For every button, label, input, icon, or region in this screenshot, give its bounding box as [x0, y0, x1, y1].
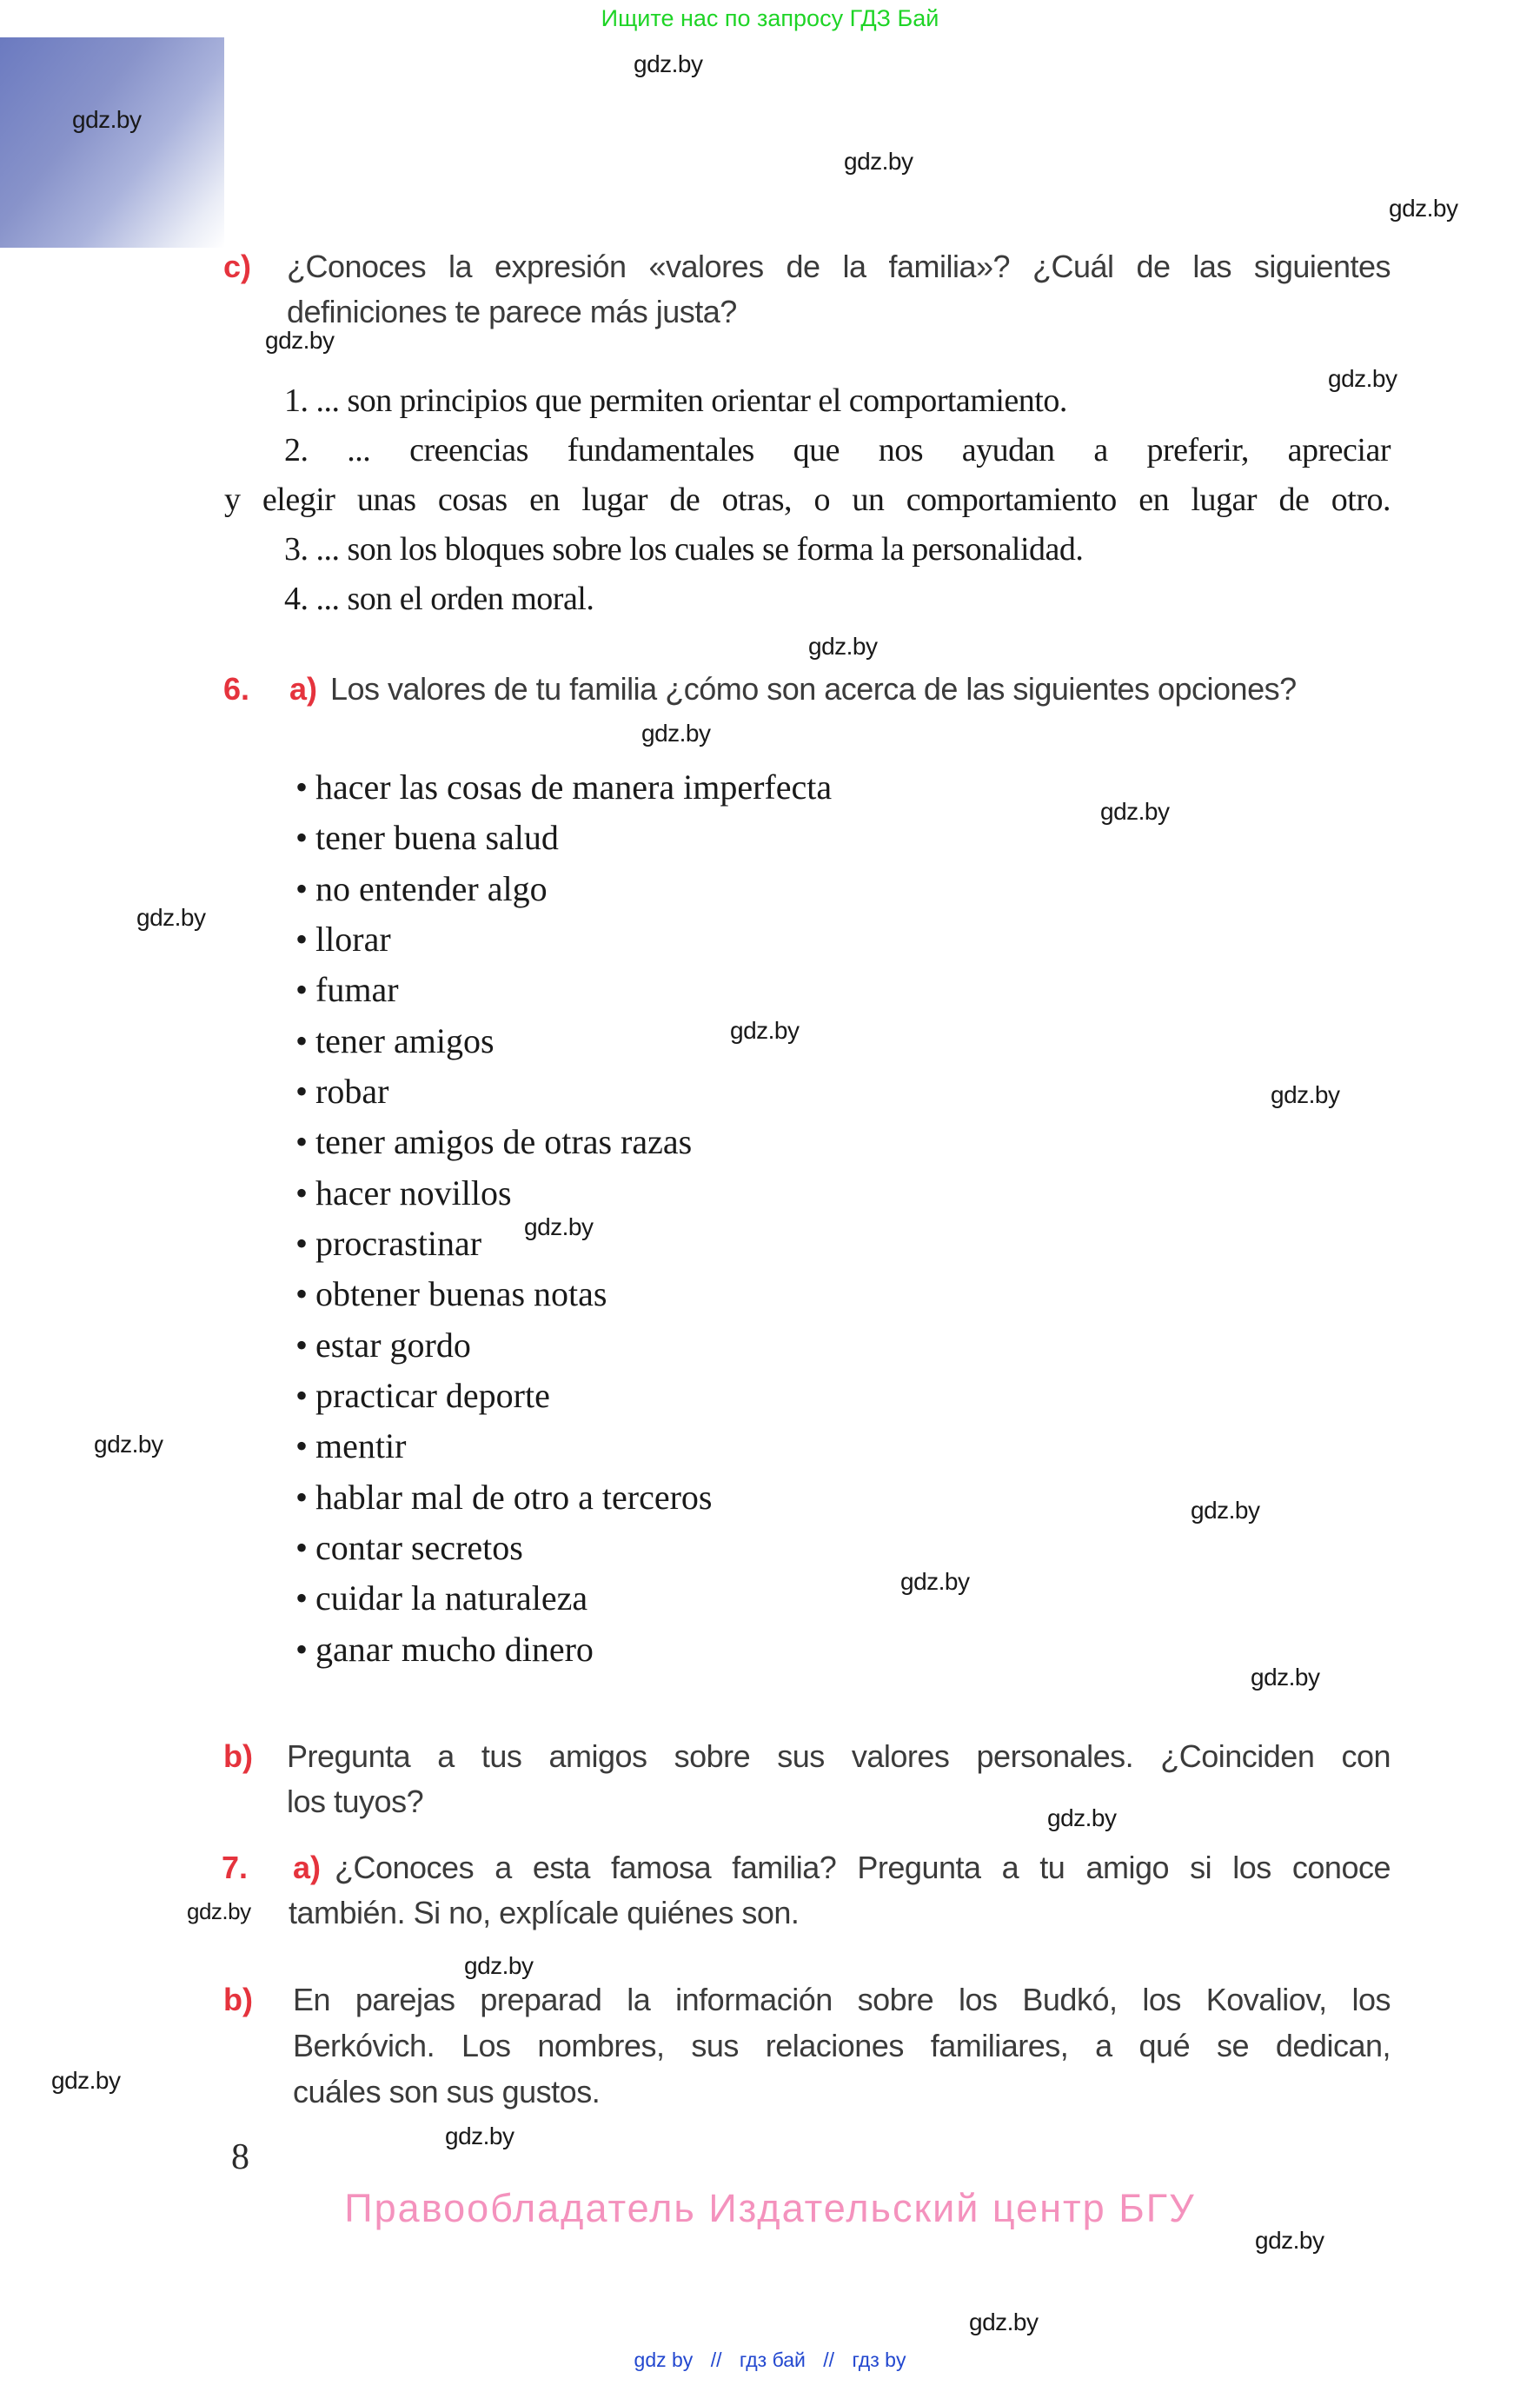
gdz-watermark: gdz.by — [1047, 1804, 1117, 1831]
bullet-item — [295, 920, 391, 959]
footer-link-gdz-by-2[interactable]: гдз by — [852, 2348, 906, 2371]
gdz-watermark: gdz.by — [524, 1213, 594, 1240]
definition-2-line2: y elegir unas cosas en lugar de otras, o un comportamiento en lugar de otro. — [224, 482, 1391, 518]
exercise-7b-line3: cuáles son sus gustos. — [293, 2074, 601, 2109]
bullet-text: tener amigos — [315, 1021, 495, 1060]
gdz-watermark: gdz.by — [1251, 1664, 1320, 1691]
gdz-watermark: gdz.by — [94, 1431, 163, 1458]
bullet-marker: • — [295, 970, 309, 1009]
bullet-item — [295, 1579, 587, 1618]
definition-3: 3. ... son los bloques sobre los cuales se forma la personalidad. — [284, 531, 1084, 568]
bullet-text: tener amigos de otras razas — [315, 1122, 693, 1161]
bullet-item — [295, 870, 548, 908]
bullet-marker: • — [295, 1528, 309, 1567]
gdz-watermark: gdz.by — [1255, 2227, 1324, 2254]
footer-separator: // — [710, 2348, 722, 2371]
definition-4: 4. ... son el orden moral. — [284, 581, 594, 617]
bullet-text: practicar deporte — [315, 1376, 550, 1415]
bullet-marker: • — [295, 1224, 309, 1263]
bullet-item — [295, 1326, 471, 1365]
bullet-item — [295, 1123, 692, 1161]
bullet-text: no entender algo — [315, 869, 548, 908]
bullet-marker: • — [295, 1578, 309, 1618]
footer-link-gdz-by[interactable]: gdz by — [634, 2348, 694, 2371]
bullet-marker: • — [295, 1478, 309, 1517]
bullet-marker: • — [295, 818, 309, 857]
definition-1: 1. ... son principios que permiten orientar el comportamiento. — [284, 382, 1067, 419]
bullet-item — [295, 819, 559, 857]
bullet-item — [295, 768, 832, 807]
gdz-watermark: gdz.by — [187, 1898, 251, 1924]
footer-links — [0, 2348, 1540, 2372]
bullet-text: hacer novillos — [315, 1173, 512, 1212]
exercise-7b-line2: Berkóvich. Los nombres, sus relaciones familiares, a qué se dedican, — [293, 2028, 1391, 2063]
bullet-marker: • — [295, 1021, 309, 1060]
corner-gradient-box — [0, 37, 224, 248]
bullet-item — [295, 1631, 594, 1669]
gdz-watermark: gdz.by — [808, 633, 878, 660]
exercise-7-number: 7. — [222, 1850, 249, 1885]
bullet-text: hacer las cosas de manera imperfecta — [315, 767, 833, 807]
bullet-text: hablar mal de otro a terceros — [315, 1478, 713, 1517]
bullet-item — [295, 1427, 406, 1465]
copyright-line: Правообладатель Издательский центр БГУ — [344, 2186, 1196, 2230]
exercise-6a-text: Los valores de tu familia ¿cómo son acerca de las siguientes opciones? — [330, 671, 1297, 707]
exercise-7b-line1: En parejas preparad la información sobre los Budkó, los Kovaliov, los — [293, 1982, 1391, 2017]
exercise-c-line1: ¿Conoces la expresión «valores de la familia»? ¿Cuál de las siguientes — [287, 249, 1391, 284]
gdz-watermark: gdz.by — [900, 1568, 970, 1595]
bullet-text: cuidar la naturaleza — [315, 1578, 588, 1618]
bullet-item — [295, 1073, 388, 1111]
gdz-watermark: gdz.by — [464, 1952, 534, 1979]
bullet-marker: • — [295, 767, 309, 807]
exercise-7b-label: b) — [223, 1982, 253, 2017]
exercise-c-line2: definiciones te parece más justa? — [287, 294, 737, 329]
exercise-c-label: c) — [223, 249, 252, 284]
exercise-6a-label: a) — [289, 671, 318, 707]
gdz-watermark: gdz.by — [1328, 365, 1397, 392]
bullet-marker: • — [295, 920, 309, 959]
bullet-item — [295, 1377, 550, 1415]
bullet-item — [295, 971, 399, 1009]
footer-separator: // — [823, 2348, 835, 2371]
exercise-6b-label: b) — [223, 1738, 253, 1774]
bullet-item — [295, 1174, 512, 1212]
bullet-marker: • — [295, 1173, 309, 1212]
bullet-text: mentir — [315, 1426, 407, 1465]
bullet-text: procrastinar — [315, 1224, 482, 1263]
bullet-marker: • — [295, 1325, 309, 1365]
footer-link-gdz-bai[interactable]: гдз бай — [739, 2348, 806, 2371]
bullet-marker: • — [295, 1072, 309, 1111]
bullet-marker: • — [295, 869, 309, 908]
gdz-watermark: gdz.by — [51, 2067, 121, 2094]
gdz-watermark: gdz.by — [265, 327, 335, 354]
bullet-text: fumar — [315, 970, 399, 1009]
gdz-watermark: gdz.by — [136, 904, 206, 931]
bullet-item — [295, 1478, 712, 1517]
bullet-marker: • — [295, 1630, 309, 1669]
exercise-7a-line1: ¿Conoces a esta famosa familia? Pregunta a tu amigo si los conoce — [335, 1850, 1391, 1885]
gdz-watermark: gdz.by — [634, 50, 703, 77]
gdz-watermark: gdz.by — [445, 2123, 514, 2149]
bullet-marker: • — [295, 1426, 309, 1465]
bullet-item — [295, 1529, 523, 1567]
gdz-watermark: gdz.by — [1271, 1081, 1340, 1108]
bullet-marker: • — [295, 1274, 309, 1313]
exercise-6b-line1: Pregunta a tus amigos sobre sus valores personales. ¿Coinciden con — [287, 1738, 1391, 1774]
exercise-7a-line2: también. Si no, explícale quiénes son. — [289, 1895, 800, 1930]
exercise-6b-line2: los tuyos? — [287, 1784, 424, 1819]
definition-2-line1: 2. ... creencias fundamentales que nos ayudan a preferir, apreciar — [284, 432, 1391, 468]
bullet-marker: • — [295, 1122, 309, 1161]
gdz-watermark: gdz.by — [1100, 798, 1170, 825]
bullet-text: ganar mucho dinero — [315, 1630, 594, 1669]
bullet-text: estar gordo — [315, 1325, 471, 1365]
gdz-watermark: gdz.by — [72, 106, 142, 133]
bullet-marker: • — [295, 1376, 309, 1415]
bullet-text: robar — [315, 1072, 389, 1111]
bullet-text: llorar — [315, 920, 391, 959]
gdz-watermark: gdz.by — [844, 148, 913, 175]
header-search-note: Ищите нас по запросу ГДЗ Бай — [601, 5, 939, 31]
bullet-text: obtener buenas notas — [315, 1274, 607, 1313]
exercise-7a-label: a) — [293, 1850, 322, 1885]
gdz-watermark: gdz.by — [641, 720, 711, 747]
exercise-6-number: 6. — [223, 671, 250, 707]
bullet-text: tener buena salud — [315, 818, 559, 857]
page-number: 8 — [231, 2137, 249, 2177]
bullet-text: contar secretos — [315, 1528, 523, 1567]
bullet-item — [295, 1022, 495, 1060]
gdz-watermark: gdz.by — [1389, 195, 1458, 222]
gdz-watermark: gdz.by — [969, 2309, 1039, 2335]
gdz-watermark: gdz.by — [730, 1017, 800, 1044]
bullet-item — [295, 1225, 481, 1263]
bullet-item — [295, 1275, 607, 1313]
gdz-watermark: gdz.by — [1191, 1497, 1260, 1524]
